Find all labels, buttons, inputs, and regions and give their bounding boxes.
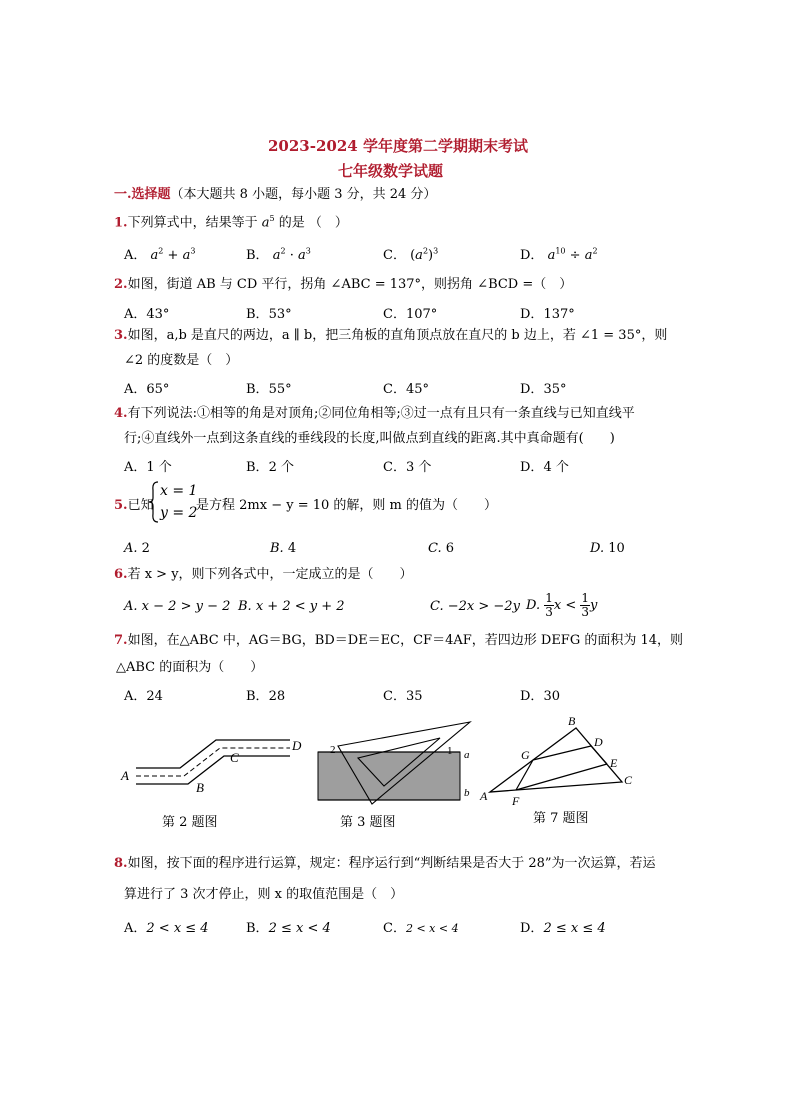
vertex-D: D (594, 735, 603, 749)
question-text: 若 x > y，则下列各式中，一定成立的是（ ） (127, 567, 413, 582)
figure-2-street (118, 730, 308, 798)
system-eq-2: y = 2 (160, 505, 198, 521)
question-number: 1. (114, 215, 128, 231)
q5-option-b[interactable]: B. 4 (270, 541, 297, 556)
fraction-one-third: $\frac{1}{3}$ (545, 591, 553, 619)
fraction-one-third: $\frac{1}{3}$ (581, 591, 590, 619)
figure-2-caption: 第 2 题图 (162, 815, 218, 830)
question-1: 1.下列算式中，结果等于 $a^5$ 的是 （ ） (114, 214, 348, 231)
q7-option-d[interactable]: D．30 (520, 689, 560, 704)
question-7-line2: △ABC 的面积为（ ） (116, 660, 264, 675)
system-eq-1: x = 1 (160, 483, 198, 499)
question-text: 如图，按下面的程序进行运算，规定：程序运行到“判断结果是否大于 28”为一次运算，若运 (127, 856, 656, 871)
q3-option-c[interactable]: C．45° (383, 382, 429, 397)
question-4-line2: 行;④直线外一点到这条直线的垂线段的长度,叫做点到直线的距离.其中真命题有( ) (124, 431, 615, 446)
vertex-E: E (610, 756, 618, 770)
q2-option-d[interactable]: D．137° (520, 307, 575, 322)
question-text: 有下列说法:①相等的角是对顶角;②同位角相等;③过一点有且只有一条直线与已知直线平 (127, 406, 635, 421)
q6-option-c[interactable]: C. −2x > −2y (430, 599, 520, 614)
q8-option-c[interactable]: C．2 < x < 4 (383, 921, 459, 936)
exam-title: 2023-2024 学年度第二学期期末考试 (268, 137, 528, 155)
q1-option-b[interactable]: B． $a^2 \cdot a^3$ (246, 246, 311, 263)
line-label-b: b (464, 787, 470, 799)
q7-option-c[interactable]: C．35 (383, 689, 423, 704)
question-text: 如图，街道 AB 与 CD 平行，拐角 ∠ABC = 137°，则拐角 ∠BCD =（ ） (127, 277, 573, 292)
q6-option-b[interactable]: B. x + 2 < y + 2 (238, 599, 345, 614)
q5-option-a[interactable]: A. 2 (124, 541, 150, 556)
q2-option-c[interactable]: C．107° (383, 307, 438, 322)
question-text: 已知 (127, 498, 154, 513)
q6-option-d[interactable]: D. $\frac{1}{3}$ x < $\frac{1}{3}$ y (526, 591, 598, 619)
question-8 (114, 855, 656, 873)
q8-option-b[interactable]: B．2 ≤ x < 4 (246, 921, 331, 936)
question-6 (114, 566, 413, 584)
question-text: 下列算式中，结果等于 (127, 215, 258, 231)
question-number: 6. (114, 567, 128, 582)
q3-option-a[interactable]: A．65° (124, 382, 170, 397)
q1-option-d[interactable]: D． $a^{10} \div a^2$ (520, 246, 598, 263)
angle-label-1: 1 (447, 745, 453, 757)
q1-option-a[interactable]: A． $a^2 + a^3$ (124, 246, 196, 263)
vertex-A: A (480, 789, 488, 803)
label-A: A (121, 768, 129, 783)
label-C: C (230, 750, 239, 765)
equation-system (148, 480, 160, 528)
vertex-C: C (624, 773, 633, 787)
brace-icon (148, 480, 160, 524)
vertex-B: B (568, 714, 576, 728)
line-label-a: a (464, 749, 470, 761)
q4-option-a[interactable]: A．1 个 (124, 460, 172, 475)
vertex-F: F (512, 794, 520, 808)
q3-option-b[interactable]: B．55° (246, 382, 292, 397)
question-number: 3. (114, 328, 128, 343)
figure-3-caption: 第 3 题图 (340, 815, 396, 830)
question-number: 4. (114, 406, 128, 421)
question-7 (114, 632, 683, 650)
question-3 (114, 327, 667, 345)
q4-option-b[interactable]: B．2 个 (246, 460, 294, 475)
q7-option-b[interactable]: B．28 (246, 689, 286, 704)
label-D: D (292, 738, 302, 753)
question-number: 8. (114, 856, 128, 871)
q3-option-d[interactable]: D．35° (520, 382, 567, 397)
q2-option-b[interactable]: B．53° (246, 307, 292, 322)
q2-option-a[interactable]: A．43° (124, 307, 170, 322)
question-number: 7. (114, 633, 128, 648)
question-number: 5. (114, 498, 128, 513)
section-label: 一.选择题 (114, 187, 171, 202)
angle-label-2: 2 (330, 744, 336, 756)
question-text: 如图，在△ABC 中，AG＝BG，BD＝DE＝EC，CF＝4AF，若四边形 DEFG 的面积为 14，则 (127, 633, 684, 648)
question-3-line2: ∠2 的度数是（ ） (124, 353, 239, 368)
section-desc: （本大题共 8 小题，每小题 3 分，共 24 分） (170, 187, 437, 202)
question-8-line2: 算进行了 3 次才停止，则 x 的取值范围是（ ） (124, 887, 404, 902)
figure-7-triangle (474, 712, 634, 808)
exam-subtitle: 七年级数学试题 (338, 162, 444, 180)
q1-option-c[interactable]: C． $(a^2)^3$ (383, 246, 439, 263)
question-4 (114, 405, 635, 423)
question-number: 2. (114, 277, 128, 292)
q5-option-c[interactable]: C. 6 (428, 541, 455, 556)
figure-7-caption: 第 7 题图 (533, 811, 589, 826)
figure-3-ruler-triangle (312, 718, 492, 810)
q4-option-c[interactable]: C．3 个 (383, 460, 432, 475)
question-5-tail: 是方程 2mx − y = 10 的解，则 m 的值为（ ） (196, 498, 497, 513)
question-text: 如图，a,b 是直尺的两边，a ∥ b，把三角板的直角顶点放在直尺的 b 边上，若 ∠1 = 35°，则 (127, 328, 668, 343)
section-header (114, 186, 436, 204)
q6-option-a[interactable]: A. x − 2 > y − 2 (124, 599, 231, 614)
question-2 (114, 276, 572, 294)
q8-option-a[interactable]: A．2 < x ≤ 4 (124, 921, 209, 936)
q7-option-a[interactable]: A．24 (124, 689, 163, 704)
label-B: B (196, 780, 204, 795)
q8-option-d[interactable]: D．2 ≤ x ≤ 4 (520, 921, 606, 936)
q4-option-d[interactable]: D．4 个 (520, 460, 569, 475)
q5-option-d[interactable]: D. 10 (590, 541, 625, 556)
vertex-G: G (521, 748, 530, 762)
question-text-tail: 的是 （ ） (278, 215, 348, 231)
